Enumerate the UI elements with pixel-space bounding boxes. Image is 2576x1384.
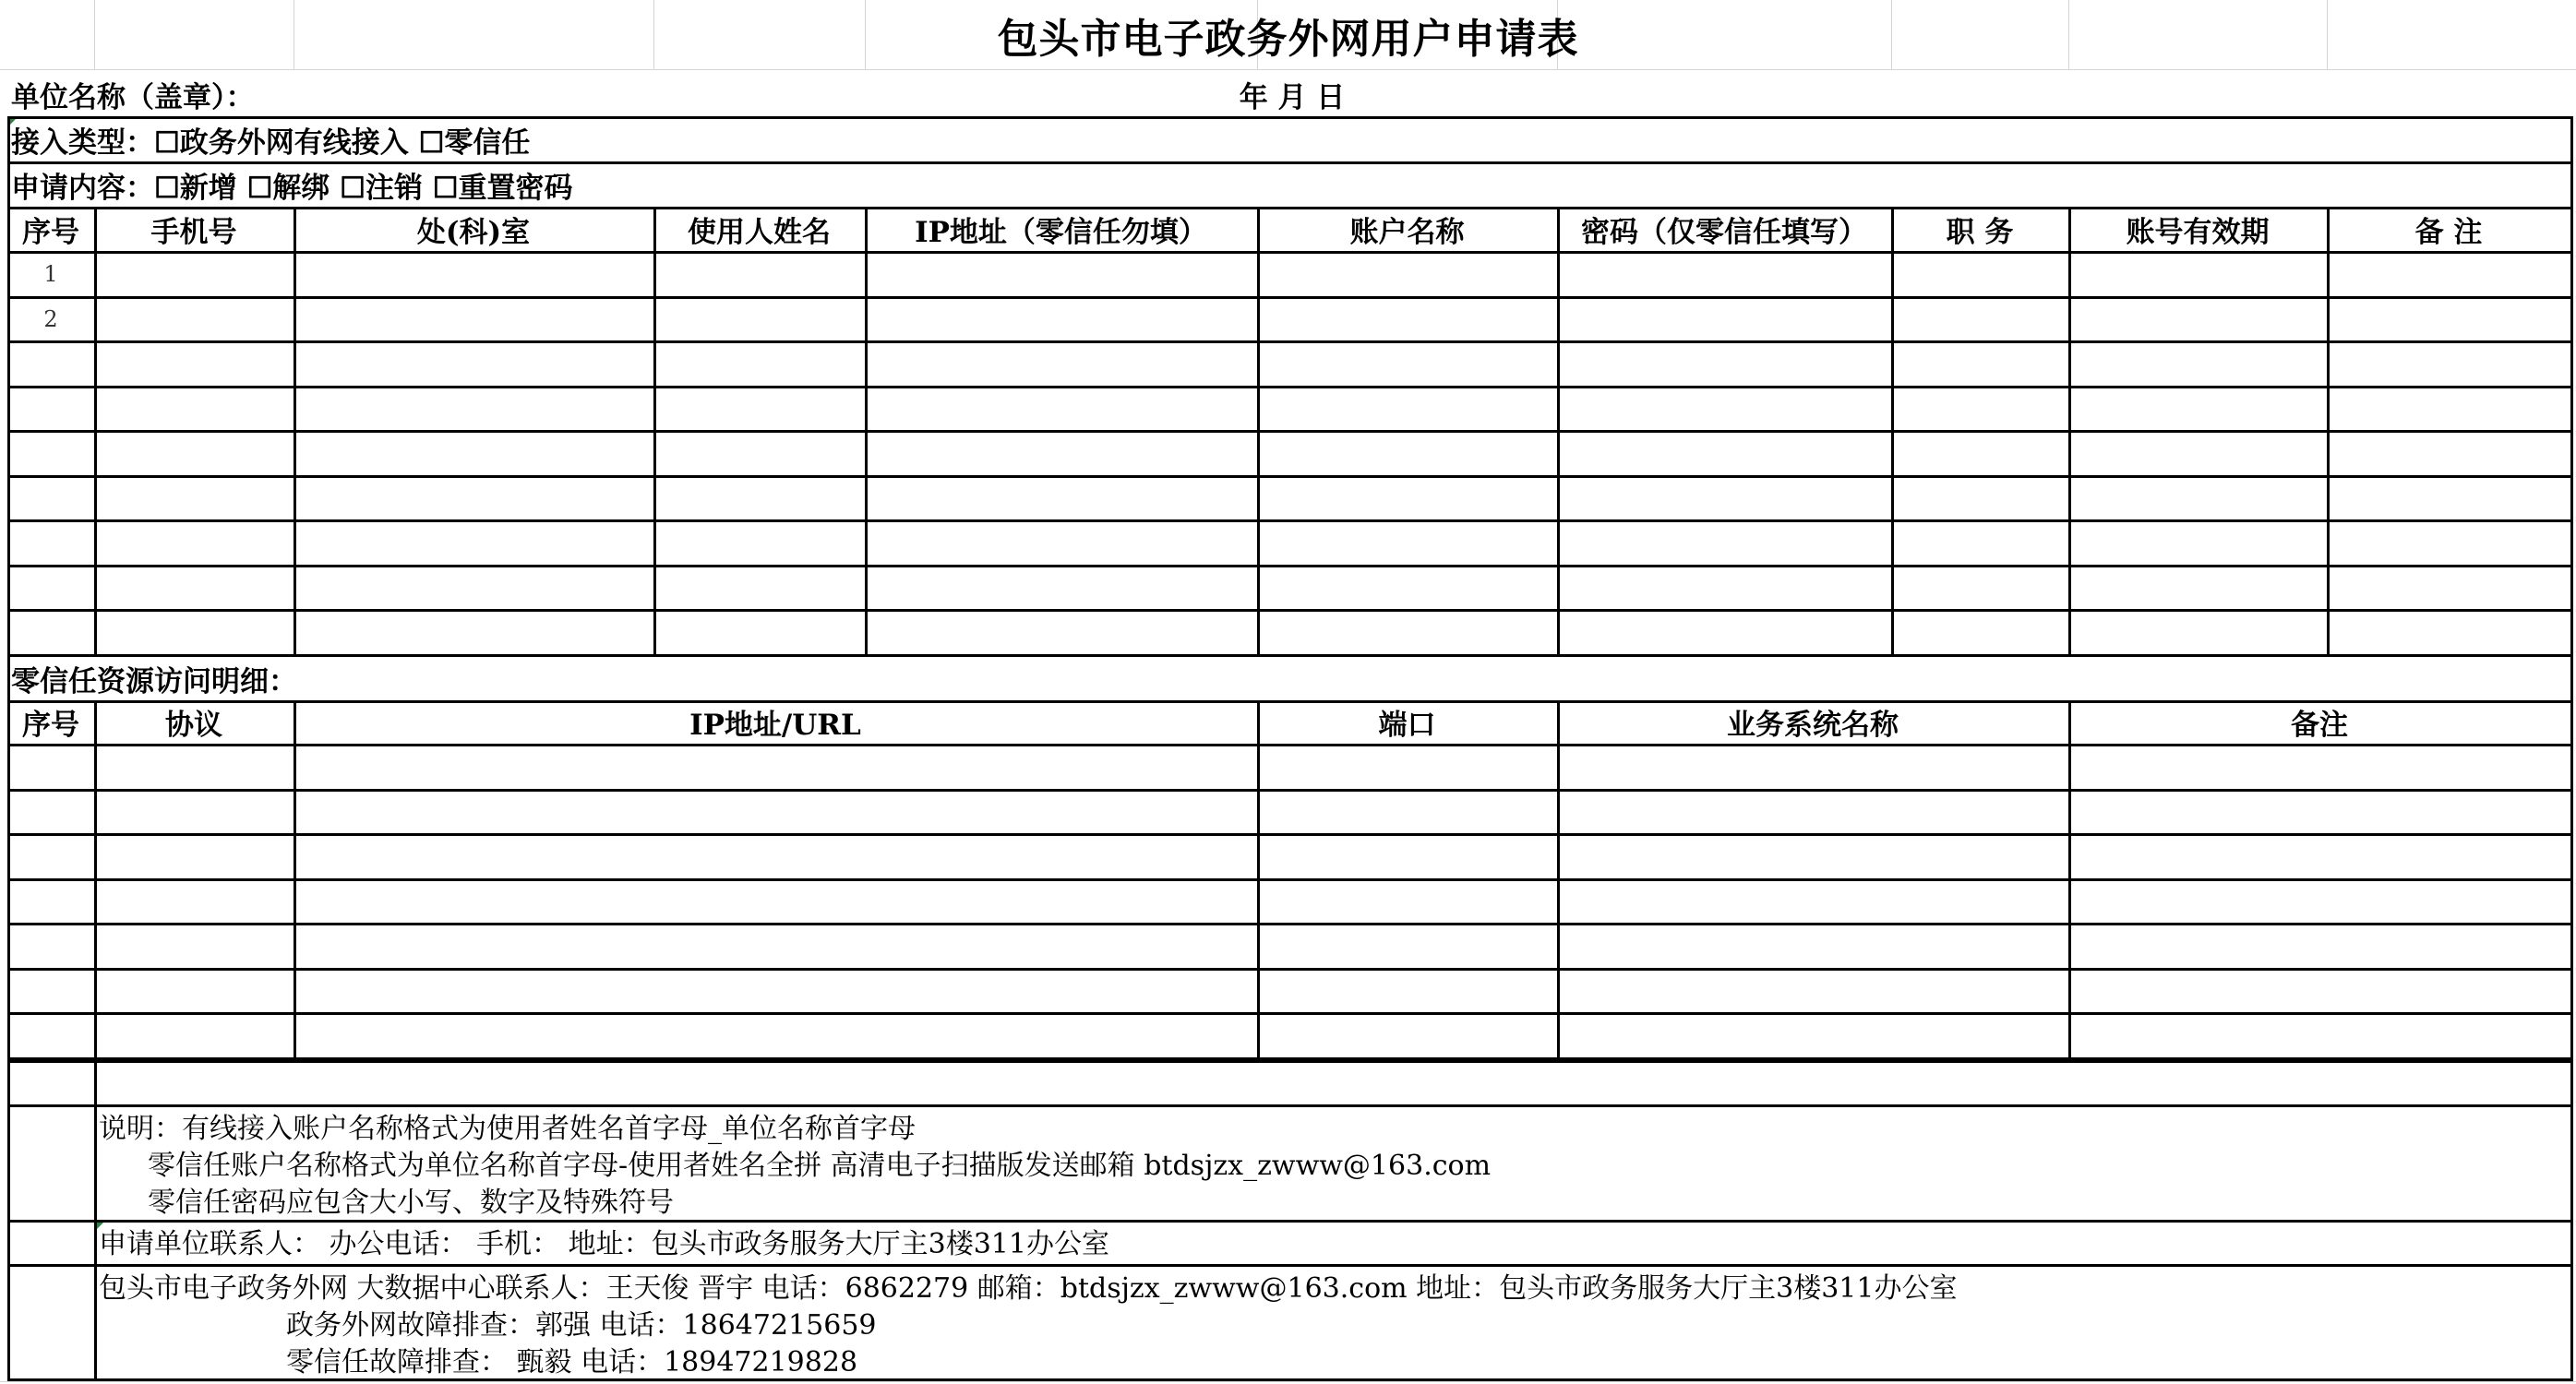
user-table-header: 处(科)室 [416,215,531,249]
note-line-3: 零信任密码应包含大小写、数字及特殊符号 [148,1187,674,1218]
table-cell-input[interactable] [1560,971,2068,1013]
table-cell-input[interactable] [868,343,1257,386]
table-cell-input[interactable] [296,567,653,610]
table-cell-input[interactable] [97,388,294,431]
user-table-header: 手机号 [150,215,237,249]
footer-line-3: 零信任故障排查： 甄毅 电话：18947219828 [286,1346,858,1378]
row-number [7,340,94,386]
row-number [7,609,94,654]
table-cell-input[interactable] [1260,254,1557,296]
table-cell-input[interactable] [1260,343,1557,386]
table-cell-input[interactable] [2071,567,2327,610]
table-cell-input[interactable] [2330,612,2570,654]
table-cell-input[interactable] [656,478,865,520]
table-cell-input[interactable] [656,343,865,386]
table-cell-input[interactable] [1894,254,2068,296]
table-cell-input[interactable] [1894,433,2068,475]
table-border [7,654,2573,657]
zero-trust-table-header: 备注 [2291,709,2348,742]
table-cell-input[interactable] [97,433,294,475]
table-cell-input[interactable] [97,254,294,296]
table-cell-input[interactable] [2071,792,2570,834]
date-label: 年 月 日 [1239,80,1346,114]
table-cell-input[interactable] [10,746,94,789]
table-cell-input[interactable] [1560,792,2068,834]
table-cell-input[interactable] [97,478,294,520]
table-cell-input[interactable] [2071,388,2327,431]
table-cell-input[interactable] [656,254,865,296]
zero-trust-table-header: 序号 [22,709,79,742]
table-cell-input[interactable] [1894,567,2068,610]
table-cell-input[interactable] [296,836,1257,878]
table-cell-input[interactable] [97,971,294,1013]
table-cell-input[interactable] [1894,612,2068,654]
table-border [7,1060,2573,1063]
table-cell-input[interactable] [2071,746,2570,789]
table-border [7,116,2573,119]
row-number: 2 [43,305,58,332]
contact-row: 申请单位联系人： 办公电话： 手机： 地址：包头市政务服务大厅主3楼311办公室 [99,1228,1109,1259]
table-cell-input[interactable] [1260,567,1557,610]
row-number [7,430,94,475]
table-cell-input[interactable] [1560,881,2068,924]
table-cell-input[interactable] [1560,388,1891,431]
zero-trust-table-header: 协议 [165,709,222,742]
user-table-header: 密码（仅零信任填写） [1581,215,1867,249]
user-table-header: 序号 [22,215,79,249]
table-cell-input[interactable] [868,299,1257,341]
table-border [7,116,10,209]
table-cell-input[interactable] [1560,522,1891,565]
table-cell-input[interactable] [1560,1015,2068,1057]
table-cell-input[interactable] [2071,478,2327,520]
table-cell-input[interactable] [97,299,294,341]
table-cell-input[interactable] [1260,925,1557,968]
table-cell-input[interactable] [296,881,1257,924]
table-cell-input[interactable] [1560,343,1891,386]
table-cell-input[interactable] [2071,343,2327,386]
table-cell-input[interactable] [2330,522,2570,565]
table-cell-input[interactable] [97,522,294,565]
table-border [7,1264,2573,1267]
table-cell-input[interactable] [296,925,1257,968]
table-cell-input[interactable] [97,881,294,924]
table-cell-input[interactable] [97,343,294,386]
table-cell-input[interactable] [1260,746,1557,789]
table-cell-input[interactable] [2071,433,2327,475]
table-cell-input[interactable] [1560,746,2068,789]
table-cell-input[interactable] [2330,433,2570,475]
table-cell-input[interactable] [1560,836,2068,878]
table-cell-input[interactable] [2071,1015,2570,1057]
table-cell-input[interactable] [1260,433,1557,475]
footer-line-1: 包头市电子政务外网 大数据中心联系人：王天俊 晋宇 电话：6862279 邮箱：btdsjzx_zwww@163.com 地址：包头市政务服务大厅主3楼311办公室 [99,1272,1958,1304]
table-border [2570,116,2573,209]
table-cell-input[interactable] [1260,478,1557,520]
table-cell-input[interactable] [296,522,653,565]
table-cell-input[interactable] [296,746,1257,789]
table-cell-input[interactable] [656,522,865,565]
table-cell-input[interactable] [1260,522,1557,565]
zero-trust-section-label: 零信任资源访问明细： [11,665,297,698]
table-cell-input[interactable] [2330,388,2570,431]
table-border [94,1057,97,1381]
table-border [7,1378,2573,1381]
table-cell-input[interactable] [296,971,1257,1013]
table-cell-input[interactable] [97,746,294,789]
table-cell-input[interactable] [656,612,865,654]
table-cell-input[interactable] [1260,881,1557,924]
note-line-2: 零信任账户名称格式为单位名称首字母-使用者姓名全拼 高清电子扫描版发送邮箱 btdsjzx_zwww@163.com [148,1150,1492,1181]
table-cell-input[interactable] [10,881,94,924]
table-cell-input[interactable] [1260,971,1557,1013]
table-border [7,1057,10,1381]
table-border [7,1104,2573,1107]
table-cell-input[interactable] [296,388,653,431]
table-cell-input[interactable] [1894,299,2068,341]
table-cell-input[interactable] [1260,388,1557,431]
table-cell-input[interactable] [868,254,1257,296]
table-cell-input[interactable] [868,567,1257,610]
table-cell-input[interactable] [296,612,653,654]
table-border [2570,700,2573,1060]
table-cell-input[interactable] [10,836,94,878]
table-cell-input[interactable] [1560,567,1891,610]
table-cell-input[interactable] [1260,1015,1557,1057]
table-cell-input[interactable] [10,792,94,834]
table-cell-input[interactable] [97,792,294,834]
user-table-header: 账户名称 [1349,215,1465,249]
table-border [2570,207,2573,657]
table-cell-input[interactable] [1560,478,1891,520]
table-cell-input[interactable] [296,254,653,296]
table-cell-input[interactable] [97,925,294,968]
table-cell-input[interactable] [10,925,94,968]
table-cell-input[interactable] [2071,925,2570,968]
table-border [7,1220,2573,1223]
row-number [7,475,94,520]
table-cell-input[interactable] [296,792,1257,834]
table-cell-input[interactable] [656,567,865,610]
user-table-header: 备 注 [2414,215,2483,249]
access-type-row[interactable]: 接入类型：☐政务外网有线接入 ☐零信任 [11,126,531,160]
gridline [0,69,2576,70]
gridline [0,1381,2576,1382]
table-cell-input[interactable] [10,971,94,1013]
user-table-header: IP地址（零信任勿填） [915,215,1207,249]
zero-trust-table-header: 业务系统名称 [1727,709,1899,742]
table-cell-input[interactable] [97,567,294,610]
table-cell-input[interactable] [1560,299,1891,341]
table-cell-input[interactable] [296,1015,1257,1057]
row-number: 1 [43,260,58,287]
table-cell-input[interactable] [868,388,1257,431]
table-cell-input[interactable] [1260,836,1557,878]
user-table-header: 账号有效期 [2126,215,2270,249]
table-cell-input[interactable] [2330,254,2570,296]
table-border [2570,1057,2573,1381]
footer-line-2: 政务外网故障排查：郭强 电话：18647215659 [286,1309,877,1341]
table-cell-input[interactable] [296,478,653,520]
table-cell-input[interactable] [2330,567,2570,610]
table-cell-input[interactable] [1560,612,1891,654]
table-cell-input[interactable] [1894,388,2068,431]
table-cell-input[interactable] [2071,881,2570,924]
form-title: 包头市电子政务外网用户申请表 [997,15,1579,63]
table-cell-input[interactable] [868,433,1257,475]
table-cell-input[interactable] [2330,478,2570,520]
table-border [2570,654,2573,703]
table-cell-input[interactable] [97,836,294,878]
table-cell-input[interactable] [656,433,865,475]
table-cell-input[interactable] [1560,925,2068,968]
row-number [7,519,94,565]
table-cell-input[interactable] [97,612,294,654]
table-cell-input[interactable] [2071,612,2327,654]
table-cell-input[interactable] [1560,433,1891,475]
table-border [7,654,10,703]
apply-content-row[interactable]: 申请内容：☐新增 ☐解绑 ☐注销 ☐重置密码 [11,172,573,205]
table-cell-input[interactable] [1894,343,2068,386]
user-table-header: 职 务 [1946,215,2014,249]
table-cell-input[interactable] [2071,254,2327,296]
row-number [7,565,94,610]
table-cell-input[interactable] [97,1015,294,1057]
note-line-1: 说明：有线接入账户名称格式为使用者姓名首字母_单位名称首字母 [99,1113,916,1144]
table-cell-input[interactable] [1260,792,1557,834]
table-cell-input[interactable] [868,478,1257,520]
table-cell-input[interactable] [296,343,653,386]
table-cell-input[interactable] [656,299,865,341]
table-cell-input[interactable] [2071,836,2570,878]
table-border [7,161,2573,164]
table-cell-input[interactable] [1260,612,1557,654]
table-cell-input[interactable] [1894,478,2068,520]
zero-trust-table-header: IP地址/URL [689,709,861,742]
table-cell-input[interactable] [1260,299,1557,341]
table-cell-input[interactable] [2330,343,2570,386]
table-cell-input[interactable] [296,433,653,475]
table-cell-input[interactable] [2071,971,2570,1013]
zero-trust-table-header: 端口 [1378,709,1436,742]
table-cell-input[interactable] [868,522,1257,565]
table-cell-input[interactable] [10,1015,94,1057]
user-table-header: 使用人姓名 [688,215,831,249]
table-cell-input[interactable] [1894,522,2068,565]
row-number [7,386,94,431]
table-cell-input[interactable] [2071,522,2327,565]
table-cell-input[interactable] [2071,299,2327,341]
table-cell-input[interactable] [656,388,865,431]
table-cell-input[interactable] [1560,254,1891,296]
table-cell-input[interactable] [868,612,1257,654]
unit-name-label: 单位名称（盖章）： [11,80,255,114]
table-cell-input[interactable] [296,299,653,341]
table-cell-input[interactable] [2330,299,2570,341]
